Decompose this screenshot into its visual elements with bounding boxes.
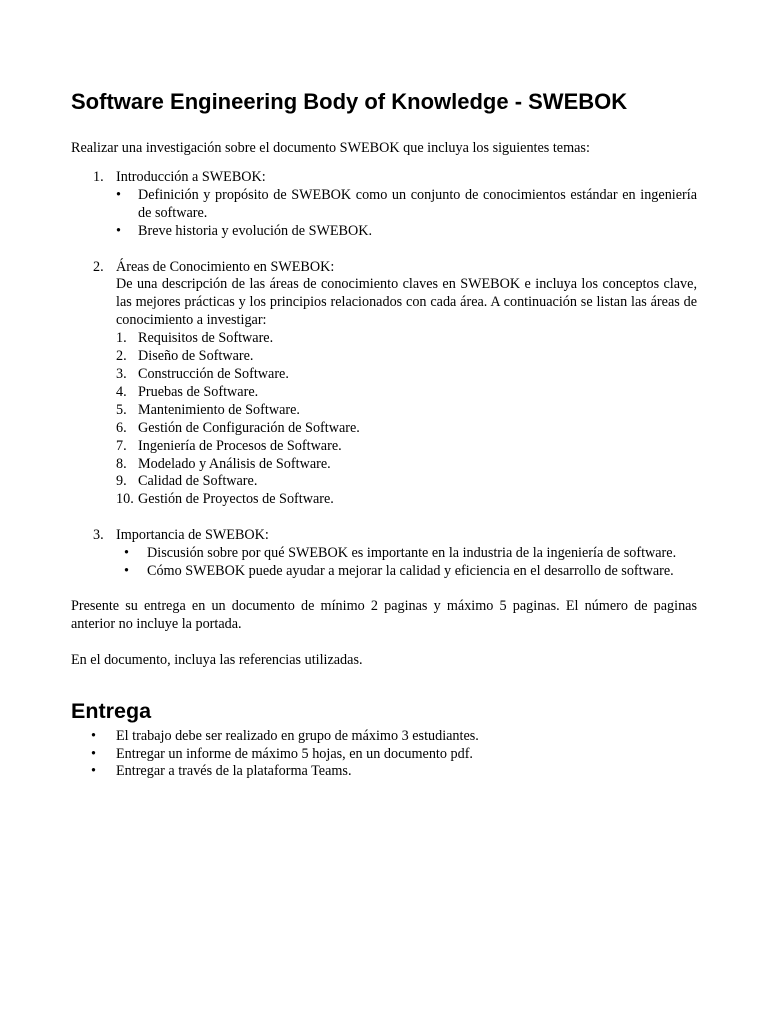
list-item [116,402,697,420]
bullet-icon: • [91,727,96,744]
list-item-number: 5. [116,401,127,418]
list-item [116,420,697,438]
list-item-number: 10. [116,491,134,508]
list-item [116,366,697,384]
list-item [71,763,697,781]
list-item-number: 3. [116,365,127,382]
bullet-icon: • [124,545,129,562]
list-item-text: Requisitos de Software. [138,330,274,347]
list-item [116,473,697,491]
list-item-number: 8. [116,455,127,472]
areas-list [116,330,697,509]
list-item-text: Definición y propósito de SWEBOK como un conjunto de conocimientos estándar en ingeniería de software. [138,186,697,221]
list-item [116,491,697,509]
section-bullet-list [116,187,697,241]
list-item-text: Entregar a través de la plataforma Teams. [116,763,352,780]
list-item [116,348,697,366]
bullet-icon: • [91,745,96,762]
list-item-text: Pruebas de Software. [138,383,259,400]
list-item-text: Modelado y Análisis de Software. [138,455,331,472]
list-item [116,330,697,348]
section-description: De una descripción de las áreas de conocimiento claves en SWEBOK e incluya los conceptos clave, las mejores prácticas y los principios relacionados con cada área. A continuación se listan las áreas de conocimiento a investigar: [116,276,697,329]
section-number: 2. [93,258,104,275]
list-item [116,223,697,241]
list-item-text: Construcción de Software. [138,365,289,382]
entrega-list [71,728,697,782]
list-item-number: 1. [116,330,127,347]
list-item-text: Entregar un informe de máximo 5 hojas, en un documento pdf. [116,745,473,762]
section-heading: Introducción a SWEBOK: [116,168,266,185]
section-heading: Importancia de SWEBOK: [116,527,269,544]
list-item [71,746,697,764]
references-paragraph: En el documento, incluya las referencias utilizadas. [71,651,363,668]
list-item [116,187,697,223]
pages-paragraph: Presente su entrega en un documento de mínimo 2 paginas y máximo 5 paginas. El número de paginas anterior no incluye la portada. [71,597,697,632]
list-item-text: Discusión sobre por qué SWEBOK es importante en la industria de la ingeniería de software. [147,545,677,562]
section-bullet-list [116,545,697,581]
section-number: 3. [93,527,104,544]
list-item [71,728,697,746]
intro-paragraph: Realizar una investigación sobre el documento SWEBOK que incluya los siguientes temas: [71,140,590,156]
list-item-text: Breve historia y evolución de SWEBOK. [138,222,373,239]
list-item-text: Diseño de Software. [138,348,254,365]
document-title: Software Engineering Body of Knowledge - SWEBOK [71,89,628,114]
list-item [116,438,697,456]
list-item-number: 9. [116,473,127,490]
list-item-number: 2. [116,348,127,365]
list-item [116,384,697,402]
bullet-icon: • [124,563,129,580]
list-item-text: El trabajo debe ser realizado en grupo de máximo 3 estudiantes. [116,727,479,744]
bullet-icon: • [91,763,96,780]
list-item-text: Mantenimiento de Software. [138,401,300,418]
list-item-text: Cómo SWEBOK puede ayudar a mejorar la calidad y eficiencia en el desarrollo de software. [147,563,674,580]
list-item-text: Ingeniería de Procesos de Software. [138,437,342,454]
list-item-number: 4. [116,383,127,400]
bullet-icon: • [116,186,121,203]
document-page [71,86,697,781]
list-item-text: Gestión de Proyectos de Software. [138,491,334,508]
list-item-text: Calidad de Software. [138,473,258,490]
section-heading: Áreas de Conocimiento en SWEBOK: [116,258,335,275]
list-item-number: 7. [116,437,127,454]
entrega-heading: Entrega [71,698,152,723]
list-item [116,563,697,581]
bullet-icon: • [116,222,121,239]
section-introduccion [71,169,697,241]
section-areas [71,259,697,510]
list-item [116,456,697,474]
section-importancia [71,527,697,581]
list-item [116,545,697,563]
list-item-number: 6. [116,419,127,436]
list-item-text: Gestión de Configuración de Software. [138,419,360,436]
section-number: 1. [93,168,104,185]
